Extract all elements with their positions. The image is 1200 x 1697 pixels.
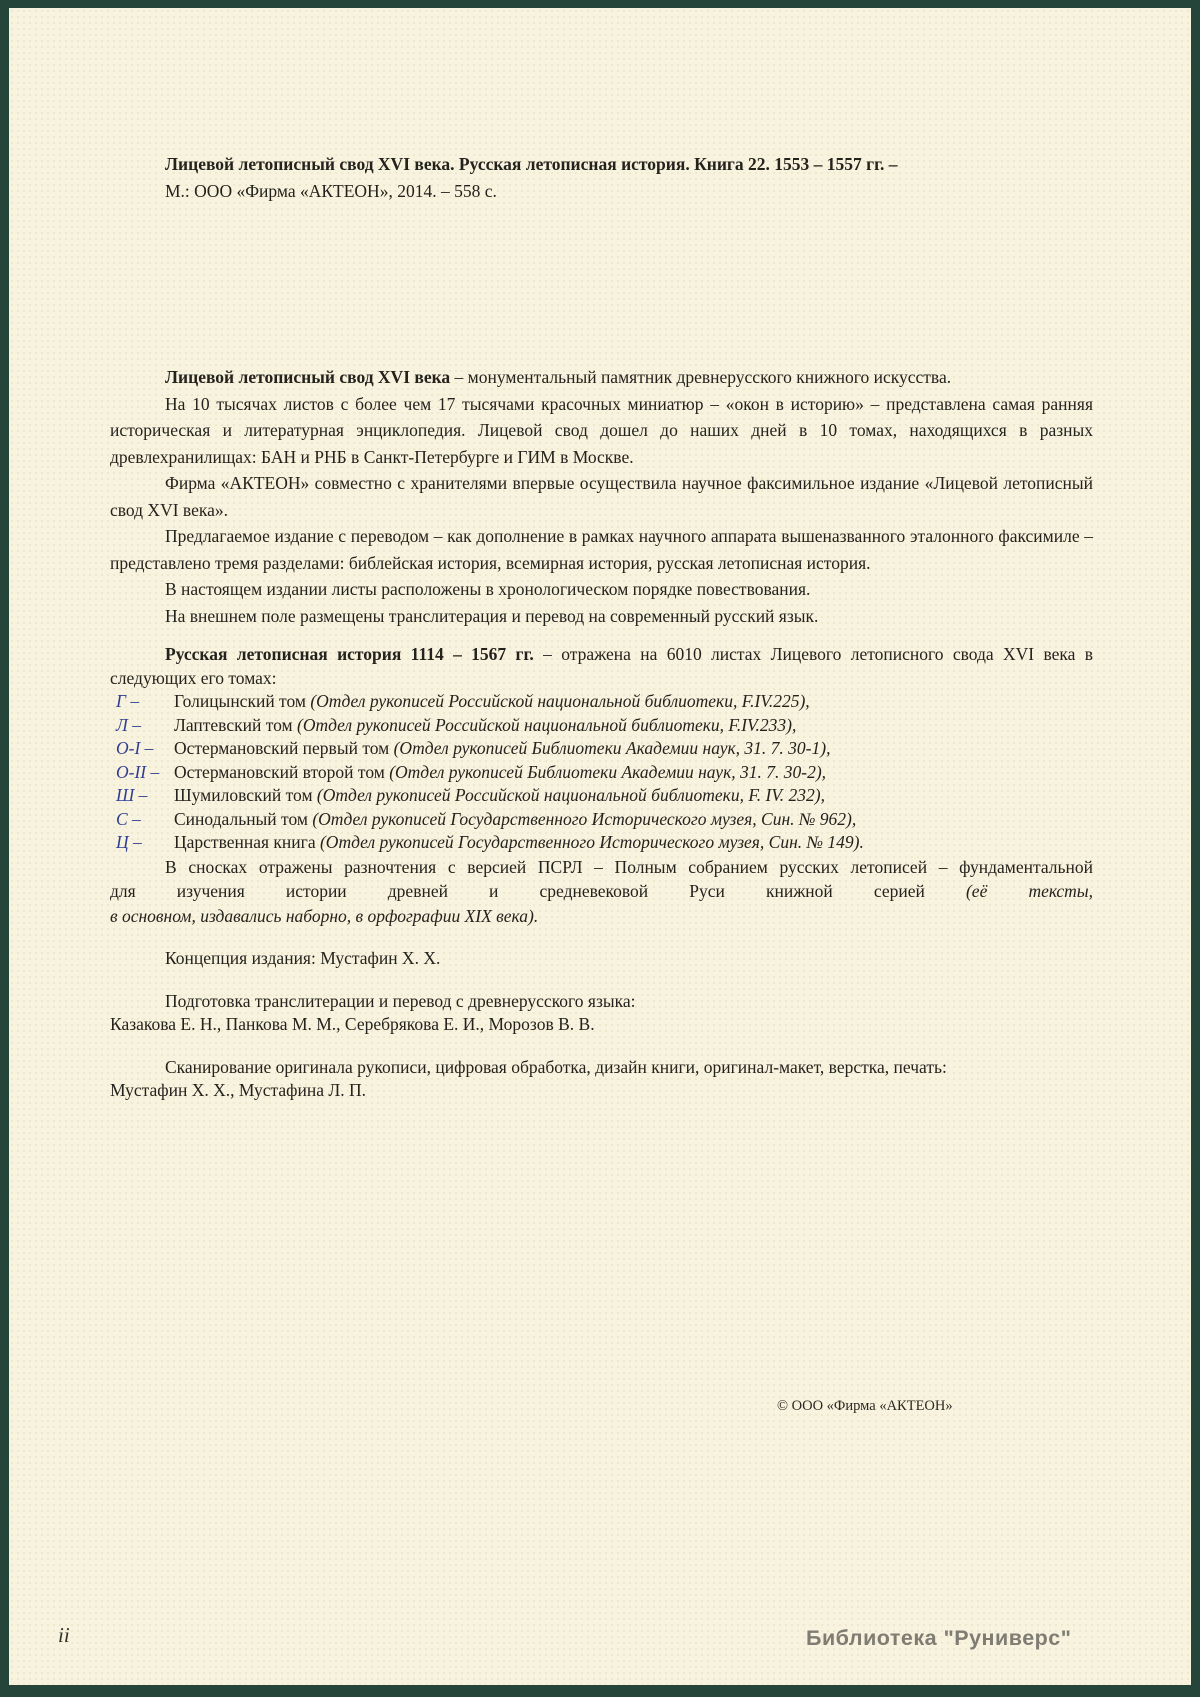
scanning-names: Мустафин Х. Х., Мустафина Л. П. [110,1080,366,1100]
russian-history-title: Русская летописная история 1114 – 1567 гг. [165,644,534,664]
volume-entry [174,761,1093,785]
psrl-line-2-normal: для изучения истории древней и средневековой Руси книжной серией [110,881,966,901]
volume-detail: (Отдел рукописей Российской национальной библиотеки, F.IV.233), [297,714,797,735]
paragraph-chronological-order: В настоящем издании листы расположены в хронологическом порядке повествования. [165,579,811,599]
volume-row-golitsyn [110,690,1093,714]
edition-title: Лицевой летописный свод XVI века [165,367,451,387]
volume-entry [174,737,1093,761]
volume-entry [174,784,1093,808]
volume-name: Остермановский второй том [174,761,390,782]
volumes-lead-paragraph [110,643,1093,690]
volume-name: Царственная книга [174,832,320,852]
psrl-line-2 [110,879,1093,904]
volume-siglum: Ш – [116,785,148,805]
credit-transliteration [110,990,1093,1037]
credit-concept [110,947,1093,971]
volume-siglum: Г – [116,691,140,711]
bibliographic-citation [165,151,925,205]
volume-row-shumilov [110,784,1093,808]
volume-name: Шумиловский том [174,785,317,805]
volume-name: Синодальный том [174,808,313,829]
volume-name: Лаптевский том [174,714,298,735]
credit-scanning [110,1056,1093,1103]
transliteration-heading: Подготовка транслитерации и перевод с древнерусского языка: [165,990,636,1011]
volume-entry [174,831,1093,855]
volume-row-tsarstvennaya [110,831,1093,855]
volume-row-synodal [110,808,1093,832]
credits-section [110,947,1093,1103]
volume-siglum: Ц – [116,832,142,852]
paragraph-miniatures: На 10 тысячах листов с более чем 17 тысячами красочных миниатюр – «окон в историю» – представлена самая ранняя историческая и литературная энциклопедия. Лицевой свод дошел до наших дней в 10 томах, находящихся в разных древлехранилищах: БАН и РНБ в Санкт-Петербурге и ГИМ в Москве. [110,393,1093,467]
volume-row-osterman-1 [110,737,1093,761]
citation-title-line: Лицевой летописный свод XVI века. Русская летописная история. Книга 22. 1553 – 1557 гг. – [165,154,898,174]
paragraph-facsimile: Фирма «АКТЕОН» совместно с хранителями впервые осуществила научное факсимильное издание «Лицевой летописный свод XVI века». [110,473,1093,520]
edition-title-rest: – монументальный памятник древнерусского книжного искусства. [450,367,952,387]
psrl-line-1: В сносках отражены разночтения с версией ПСРЛ – Полным собранием русских летописей – фундаментальной [165,856,1093,877]
volume-detail: (Отдел рукописей Библиотеки Академии наук, 31. 7. 30-2), [389,761,827,782]
scanned-page [9,8,1191,1685]
volume-row-laptev [110,714,1093,738]
citation-imprint-line: М.: ООО «Фирма «АКТЕОН», 2014. – 558 с. [165,181,497,201]
psrl-paragraph [110,855,1093,929]
volume-entry [174,714,1093,738]
transliteration-names: Казакова Е. Н., Панкова М. М., Серебрякова Е. И., Морозов В. В. [110,1014,595,1034]
annotation-column [110,364,1093,1103]
runivers-library-watermark: Библиотека "Руниверс" [806,1626,1072,1650]
volume-entry [174,690,1093,714]
volume-detail: (Отдел рукописей Российской национальной библиотеки, F. IV. 232), [316,785,825,805]
volumes-section [110,643,1093,928]
paragraph-outer-margin: На внешнем поле размещены транслитерация и перевод на современный русский язык. [165,605,819,626]
volume-siglum: Л – [116,714,141,735]
volume-detail: (Отдел рукописей Государственного Исторического музея, Син. № 149). [319,832,864,852]
psrl-line-3: в основном, издавались наборно, в орфографии XIX века). [110,905,539,926]
volume-siglum: О-I – [116,738,154,758]
annotation-block [110,364,1093,629]
paragraph-summary [110,364,1093,391]
scanning-heading: Сканирование оригинала рукописи, цифровая обработка, дизайн книги, оригинал-макет, верстка, печать: [165,1056,947,1077]
copyright-notice: © ООО «Фирма «АКТЕОН» [777,1398,953,1414]
page-number: ii [58,1623,70,1647]
volume-detail: (Отдел рукописей Библиотеки Академии наук, 31. 7. 30-1), [393,738,831,758]
volume-detail: (Отдел рукописей Российской национальной библиотеки, F.IV.225), [310,691,810,711]
concept-line: Концепция издания: Мустафин Х. Х. [165,948,441,968]
volume-row-osterman-2 [110,761,1093,785]
volume-detail: (Отдел рукописей Государственного Исторического музея, Син. № 962), [312,808,857,829]
volume-name: Остермановский первый том [174,738,394,758]
russian-history-rest: – отражена на 6010 листах Лицевого летописного свода XVI века в следующих его томах: [110,644,1093,688]
volume-name: Голицынский том [174,691,311,711]
psrl-line-2-italic: (её тексты, [965,881,1094,901]
volume-entry [174,808,1093,832]
volume-siglum: О-II – [116,761,160,782]
volume-siglum: С – [116,808,141,829]
paragraph-translation-edition: Предлагаемое издание с переводом – как дополнение в рамках научного аппарата вышеназванного эталонного факсимиле – представлено тремя разделами: библейская история, всемирная история, русская летописная история. [110,526,1093,573]
